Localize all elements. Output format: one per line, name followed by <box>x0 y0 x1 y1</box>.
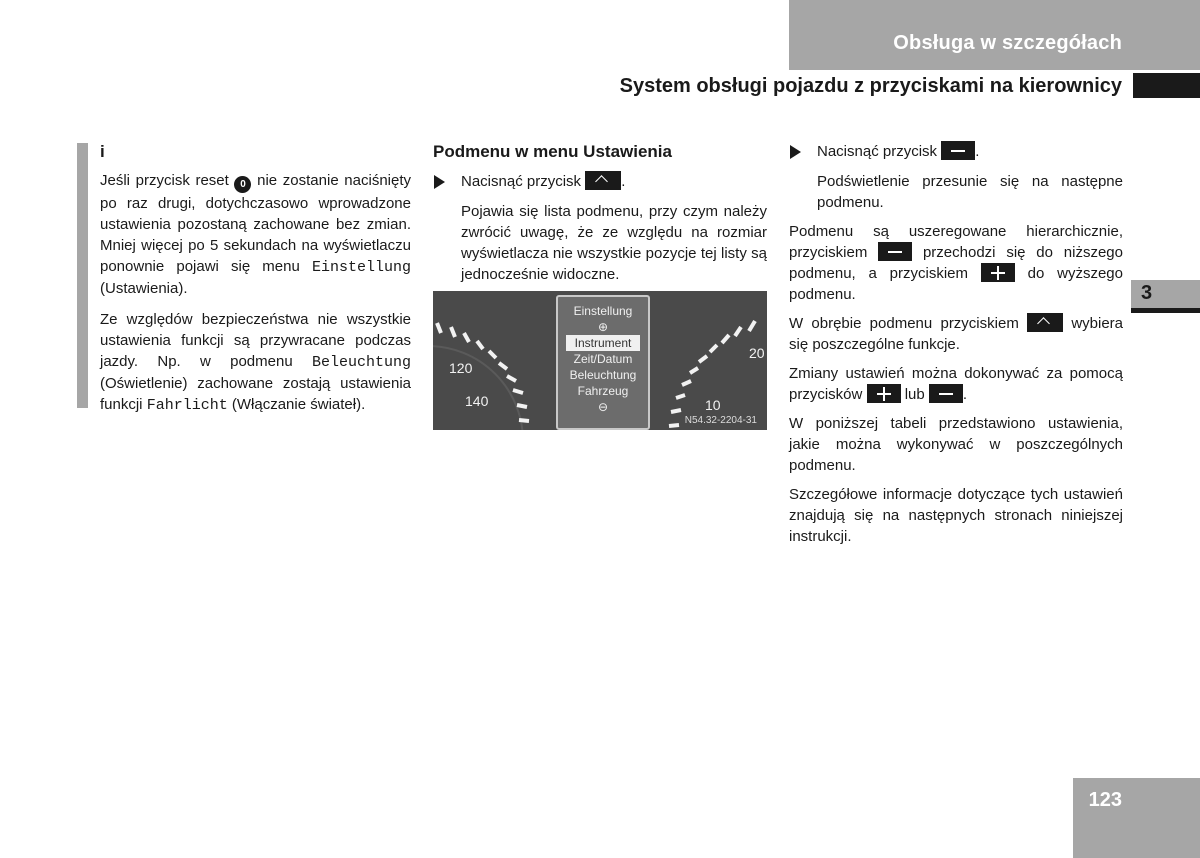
up-key-icon <box>1027 313 1063 332</box>
paragraph-details: Szczegółowe informacje dotyczące tych ustawień znajdują się na następnych stronach niniejszej instrukcji. <box>789 486 1123 545</box>
page-number: 123 <box>1088 789 1122 811</box>
figure-code: N54.32-2204-31 <box>684 415 757 426</box>
instruction-step: Nacisnąć przycisk . <box>789 141 1123 162</box>
menu-item: Fahrzeug <box>577 384 629 398</box>
step-result: Podświetlenie przesunie się na następne podmenu. <box>817 173 1123 211</box>
section-heading: Podmenu w menu Ustawienia <box>433 142 672 161</box>
note-text: (Oświetlenie) zachowane zostają ustawienia funkcji <box>100 375 411 413</box>
body-text: wybiera się poszczególne funkcje. <box>789 315 1124 353</box>
note-body <box>100 143 411 426</box>
plus-key-icon <box>981 263 1015 282</box>
info-icon: i <box>100 142 105 161</box>
display-figure <box>433 291 767 430</box>
instruction-step: Nacisnąć przycisk . <box>433 171 767 192</box>
note-paragraph-2 <box>100 309 411 416</box>
paragraph-hierarchy <box>789 221 1123 305</box>
menu-item-selected: Instrument <box>566 335 640 351</box>
info-note <box>77 142 412 414</box>
body-text: Zmiany ustawień można dokonywać za pomocą przycisków <box>789 365 1123 403</box>
menu-item: Zeit/Datum <box>573 352 633 366</box>
paragraph-select <box>789 313 1123 355</box>
nav-down-icon: ⊖ <box>597 400 609 414</box>
chapter-number: 3 <box>1141 282 1153 304</box>
minus-key-icon <box>929 384 963 403</box>
minus-key-icon <box>878 242 912 261</box>
minus-key-icon <box>941 141 975 160</box>
section-title: Obsługa w szczegółach <box>893 32 1122 54</box>
note-text: (Ustawienia). <box>100 280 188 297</box>
menu-name-einstellung: Einstellung <box>311 259 411 276</box>
step-arrow-icon <box>434 175 445 189</box>
step-result: Pojawia się lista podmenu, przy czym należy zwrócić uwagę, że ze względu na rozmiar wyświetlacza nie wszystkie pozycje tej listy są jednocześnie widoczne. <box>461 203 767 283</box>
nav-up-icon: ⊕ <box>597 320 609 334</box>
note-text: Ze względów bezpieczeństwa nie wszystkie ustawienia funkcji są przywracane podczas jazdy. Np. w podmenu <box>100 311 411 370</box>
body-text: do wyższego podmenu. <box>789 265 1123 303</box>
menu-name-fahrlicht: Fahrlicht <box>146 397 228 414</box>
note-text: Jeśli przycisk reset <box>100 172 229 189</box>
body-text: lub <box>904 386 925 403</box>
subtitle-marker-bar <box>1133 73 1200 98</box>
gauge-label: 120 <box>449 360 473 376</box>
note-text: nie zostanie naciśnięty po raz drugi, dotychczasowo wprowadzone ustawienia pozostaną zachowane bez zmian. Mniej więcej po 5 sekundach na wyświetlaczu ponownie pojawi się menu <box>100 172 412 275</box>
page-number-box <box>1073 778 1200 858</box>
menu-name-beleuchtung: Beleuchtung <box>311 354 411 371</box>
step-text: Nacisnąć przycisk <box>461 173 582 190</box>
body-text: W obrębie podmenu przyciskiem <box>789 315 1019 332</box>
section-header-band <box>789 0 1200 70</box>
reset-key-icon: 0 <box>234 176 251 193</box>
note-side-bar <box>77 143 88 408</box>
display-menu-panel <box>556 295 650 430</box>
paragraph-change: Zmiany ustawień można dokonywać za pomocą przycisków lub . <box>789 365 1123 403</box>
menu-item: Beleuchtung <box>569 368 637 382</box>
step-arrow-icon <box>790 145 801 159</box>
up-key-icon <box>585 171 621 190</box>
paragraph-table: W poniższej tabeli przedstawiono ustawienia, jakie można wykonywać w poszczególnych podmenu. <box>789 415 1123 474</box>
note-text: (Włączanie świateł). <box>231 396 366 413</box>
step-text: Nacisnąć przycisk <box>817 143 938 160</box>
chapter-tab <box>1131 280 1200 313</box>
gauge-label: 20 <box>749 345 765 361</box>
page-subtitle: System obsługi pojazdu z przyciskami na kierownicy <box>619 75 1122 97</box>
gauge-label: 10 <box>705 397 721 413</box>
note-paragraph-1 <box>100 170 411 299</box>
submenu-section <box>433 141 767 285</box>
body-text: przechodzi się do niższego podmenu, a przyciskiem <box>789 244 1123 282</box>
plus-key-icon <box>867 384 901 403</box>
submenu-navigation-section <box>789 141 1123 547</box>
menu-item: Einstellung <box>573 304 633 318</box>
gauge-label: 140 <box>465 393 489 409</box>
body-text: Podmenu są uszeregowane hierarchicznie, przyciskiem <box>789 223 1123 261</box>
